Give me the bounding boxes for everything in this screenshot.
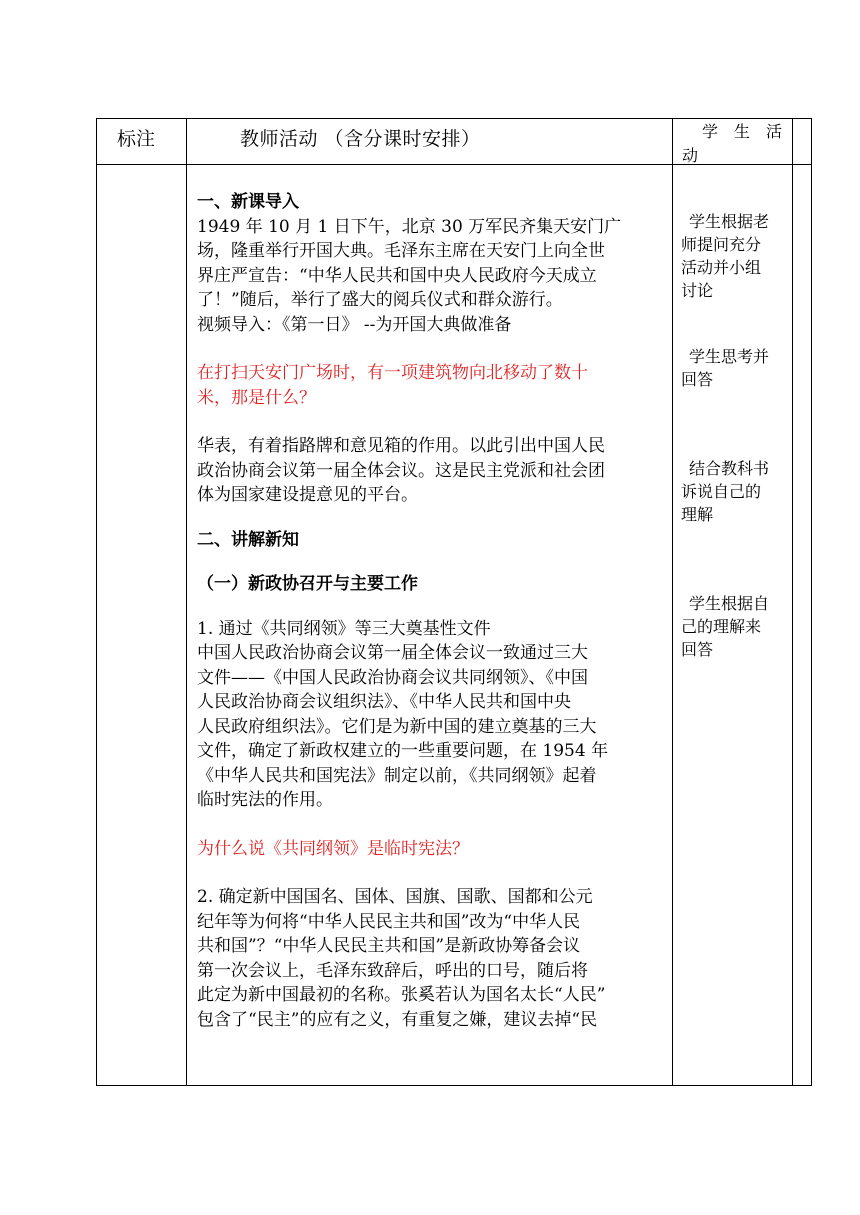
student-note-line: 回答	[681, 370, 714, 389]
student-note-line: 理解	[681, 505, 714, 524]
text-line: 体为国家建设提意见的平台。	[197, 485, 418, 505]
header-student-activity	[682, 120, 782, 168]
subsection-title: （一）新政协召开与主要工作	[197, 574, 418, 594]
table-right-border	[811, 118, 812, 1086]
text-line: 界庄严宣告：“中华人民共和国中央人民政府今天成立	[197, 265, 597, 286]
header-student-char: 生	[733, 122, 750, 141]
text-line: 了！”随后，举行了盛大的阅兵仪式和群众游行。	[197, 290, 563, 310]
column-divider-3	[792, 118, 793, 1086]
header-student-char: 学	[702, 122, 719, 141]
header-student-char: 活	[765, 122, 782, 141]
text-line: 人民政府组织法》。它们是为新中国的建立奠基的三大	[197, 716, 597, 737]
student-note-line: 己的理解来	[681, 617, 762, 636]
text-line: 第一次会议上，毛泽东致辞后，呼出的口号，随后将	[197, 960, 588, 981]
table-left-border	[96, 118, 97, 1086]
student-note-4	[681, 592, 785, 661]
column-divider-1	[186, 118, 187, 1086]
text-line: 视频导入：《第一日》 --为开国大典做准备	[197, 314, 512, 335]
table-bottom-border	[96, 1085, 812, 1086]
text-line: 1949 年 10 月 1 日下午，北京 30 万军民齐集天安门广	[197, 216, 622, 237]
student-note-line: 结合教科书	[689, 459, 770, 478]
header-teacher-activity: 教师活动 （含分课时安排）	[240, 128, 481, 150]
section-title-new-lesson-intro: 一、新课导入	[197, 192, 299, 212]
text-line: 文件——《中国人民政治协商会议共同纲领》、《中国	[197, 667, 588, 688]
student-note-line: 学生思考并	[689, 347, 770, 366]
text-line: 中国人民政治协商会议第一届全体会议一致通过三大	[197, 643, 588, 663]
text-line: 包含了“民主”的应有之义，有重复之嫌，建议去掉“民	[197, 1009, 598, 1030]
student-note-line: 师提问充分	[681, 235, 762, 254]
text-line: 纪年等为何将“中华人民民主共和国”改为“中华人民	[197, 911, 581, 932]
text-line: 此定为新中国最初的名称。张奚若认为国名太长“人民”	[197, 985, 606, 1005]
text-line: 政治协商会议第一届全体会议。这是民主党派和社会团	[197, 460, 605, 481]
student-note-line: 讨论	[681, 281, 714, 300]
text-line: 临时宪法的作用。	[197, 790, 333, 810]
text-line: 共和国”？“中华人民民主共和国”是新政协筹备会议	[197, 936, 581, 956]
text-line: 华表，有着指路牌和意见箱的作用。以此引出中国人民	[197, 436, 605, 456]
student-note-3	[681, 457, 785, 526]
student-note-line: 学生根据自	[689, 594, 770, 613]
student-note-line: 学生根据老	[689, 212, 770, 231]
student-note-line: 活动并小组	[681, 258, 762, 277]
question-line: 为什么说《共同纲领》是临时宪法？	[197, 838, 469, 859]
text-line: 1. 通过《共同纲领》等三大奠基性文件	[197, 618, 491, 639]
section-title-explain-new-knowledge: 二、讲解新知	[197, 529, 299, 550]
question-line: 在打扫天安门广场时，有一项建筑物向北移动了数十	[197, 363, 588, 383]
student-note-line: 回答	[681, 640, 714, 659]
header-student-char: 动	[682, 146, 699, 165]
text-line: 2. 确定新中国国名、国体、国旗、国歌、国都和公元	[197, 887, 593, 907]
table-top-border	[96, 118, 812, 119]
student-note-2	[681, 345, 785, 391]
header-biaozhu: 标注	[117, 128, 156, 150]
question-line: 米，那是什么？	[197, 387, 316, 408]
text-line: 文件，确定了新政权建立的一些重要问题，在 1954 年	[197, 741, 609, 761]
text-line: 场，隆重举行开国大典。毛泽东主席在天安门上向全世	[197, 241, 605, 261]
text-line: 人民政治协商会议组织法》、《中华人民共和国中央	[197, 692, 571, 712]
student-note-line: 诉说自己的	[681, 482, 762, 501]
column-divider-2	[672, 118, 673, 1086]
text-line: 《中华人民共和国宪法》制定以前，《共同纲领》起着	[197, 765, 597, 786]
teacher-activity-content	[197, 190, 667, 1032]
student-note-1	[681, 210, 785, 302]
